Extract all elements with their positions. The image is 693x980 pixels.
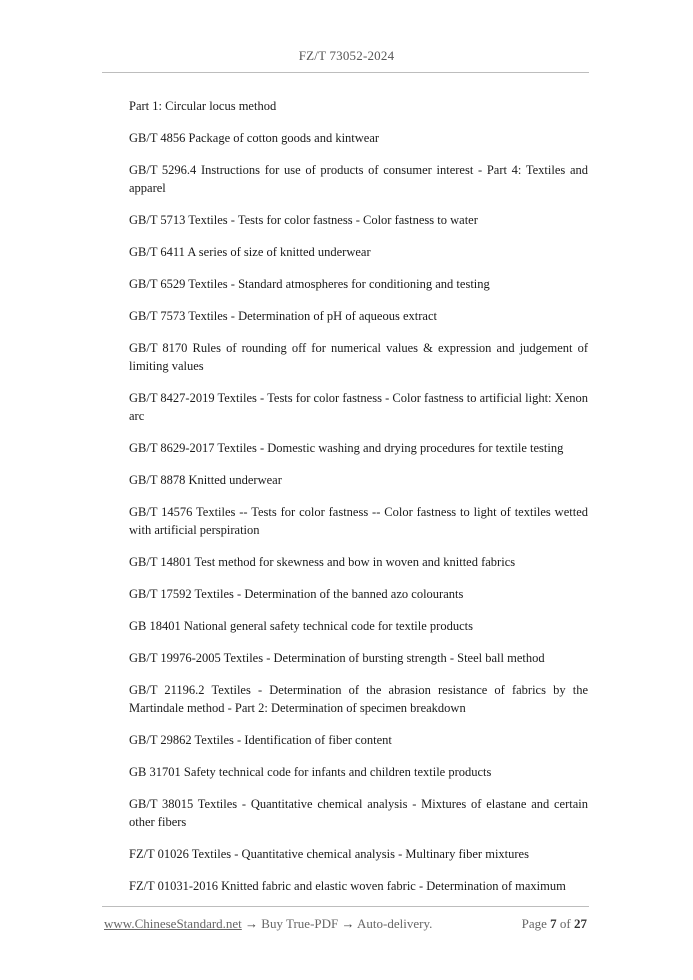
reference-item: GB/T 7573 Textiles - Determination of pH of aqueous extract xyxy=(129,309,437,323)
footer-links xyxy=(104,916,432,932)
reference-item: Part 1: Circular locus method xyxy=(129,99,277,113)
reference-item: GB/T 6411 A series of size of knitted underwear xyxy=(129,245,371,259)
reference-item: GB/T 5713 Textiles - Tests for color fastness - Color fastness to water xyxy=(129,213,478,227)
reference-item: GB/T 8427-2019 Textiles - Tests for color fastness - Color fastness to artificial light: Xenon arc xyxy=(129,391,588,423)
buy-true-pdf-text: Buy True-PDF xyxy=(261,916,339,931)
reference-item: GB/T 4856 Package of cotton goods and kintwear xyxy=(129,131,380,145)
header-divider xyxy=(102,72,589,73)
page-label: Page xyxy=(521,916,547,931)
of-label: of xyxy=(559,916,571,931)
reference-item: GB/T 14576 Textiles -- Tests for color fastness -- Color fastness to light of textiles wetted with artificial perspiration xyxy=(129,505,588,537)
footer-divider xyxy=(102,906,589,907)
reference-item: GB/T 38015 Textiles - Quantitative chemical analysis - Mixtures of elastane and certain other fibers xyxy=(129,797,588,829)
reference-item: GB/T 29862 Textiles - Identification of fiber content xyxy=(129,733,392,747)
reference-item: FZ/T 01026 Textiles - Quantitative chemical analysis - Multinary fiber mixtures xyxy=(129,847,529,861)
current-page-number: 7 xyxy=(550,916,557,931)
reference-item: GB/T 14801 Test method for skewness and bow in woven and knitted fabrics xyxy=(129,555,516,569)
normative-references-list xyxy=(129,97,588,909)
reference-item: GB/T 8170 Rules of rounding off for numerical values & expression and judgement of limiting values xyxy=(129,341,588,373)
total-pages-number: 27 xyxy=(574,916,587,931)
reference-item: GB/T 6529 Textiles - Standard atmospheres for conditioning and testing xyxy=(129,277,490,291)
site-link[interactable]: www.ChineseStandard.net xyxy=(104,916,242,931)
reference-item: GB/T 8878 Knitted underwear xyxy=(129,473,282,487)
reference-item: GB/T 21196.2 Textiles - Determination of the abrasion resistance of fabrics by the Martindale method - Part 2: Determination of specimen breakdown xyxy=(129,683,588,715)
reference-item: GB/T 8629-2017 Textiles - Domestic washing and drying procedures for textile testing xyxy=(129,441,564,455)
reference-item: GB 31701 Safety technical code for infants and children textile products xyxy=(129,765,492,779)
reference-item: GB 18401 National general safety technical code for textile products xyxy=(129,619,473,633)
document-code-header: FZ/T 73052-2024 xyxy=(298,48,395,63)
arrow-right-icon: → xyxy=(245,916,259,931)
reference-item: GB/T 17592 Textiles - Determination of the banned azo colourants xyxy=(129,587,464,601)
arrow-right-icon: → xyxy=(341,916,355,931)
reference-item: GB/T 5296.4 Instructions for use of products of consumer interest - Part 4: Textiles and apparel xyxy=(129,163,588,195)
auto-delivery-text: Auto-delivery. xyxy=(357,916,433,931)
page-indicator xyxy=(522,916,587,932)
reference-item: GB/T 19976-2005 Textiles - Determination of bursting strength - Steel ball method xyxy=(129,651,545,665)
reference-item: FZ/T 01031-2016 Knitted fabric and elastic woven fabric - Determination of maximum xyxy=(129,879,566,893)
